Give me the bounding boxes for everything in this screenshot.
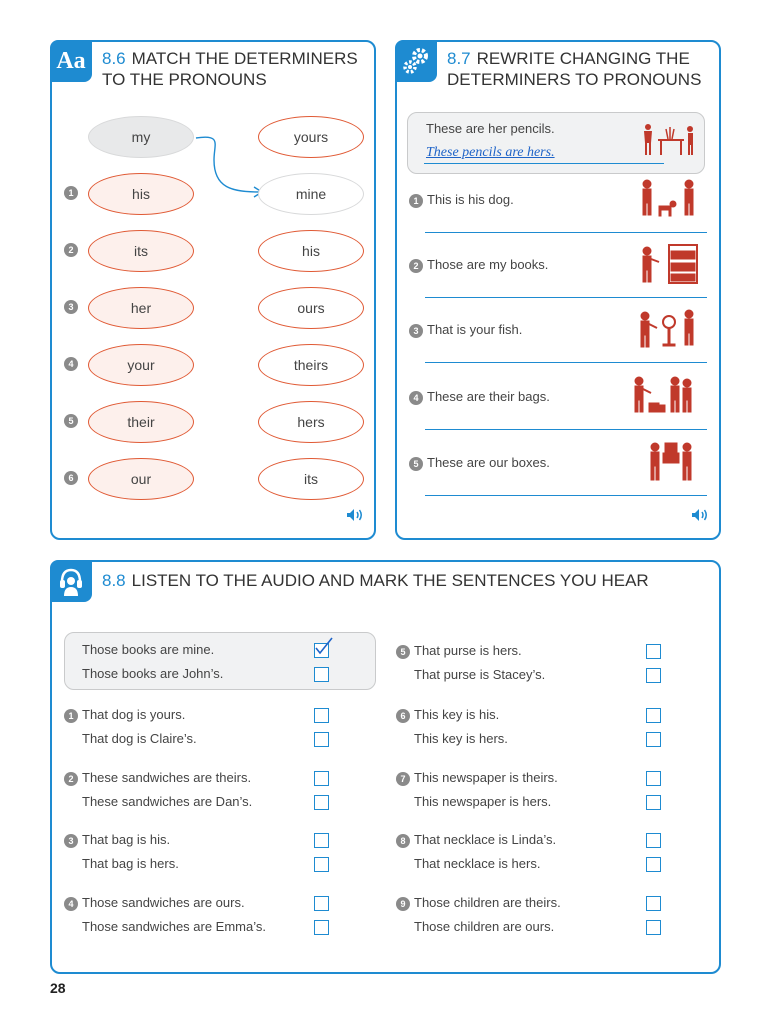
sentence: That is your fish. — [427, 322, 523, 337]
checkbox[interactable] — [314, 833, 329, 848]
sentence-b: This newspaper is hers. — [414, 794, 552, 809]
sentence-b: That necklace is hers. — [414, 856, 541, 871]
item-number-badge: 1 — [64, 186, 78, 200]
example-checkbox-checked[interactable] — [314, 643, 329, 658]
checkbox[interactable] — [646, 896, 661, 911]
illustration-icon — [637, 308, 701, 350]
item-number-badge: 2 — [64, 772, 78, 786]
sentence-b: This key is hers. — [414, 731, 508, 746]
item-number-badge: 4 — [64, 357, 78, 371]
checkbox[interactable] — [314, 896, 329, 911]
sentence-b: These sandwiches are Dan’s. — [82, 794, 253, 809]
headphones-icon — [50, 560, 92, 602]
sentence-b: That purse is Stacey’s. — [414, 667, 546, 682]
determiner-oval[interactable]: her — [88, 287, 194, 329]
sentence-a: Those children are theirs. — [414, 895, 561, 910]
determiner-oval[interactable]: our — [88, 458, 194, 500]
item-number-badge: 3 — [64, 300, 78, 314]
item-number-badge: 7 — [396, 772, 410, 786]
item-number-badge: 4 — [409, 391, 423, 405]
answer-line[interactable] — [425, 429, 707, 430]
exercise-8-6-title: 8.6 MATCH THE DETERMINERS TO THE PRONOUNS — [102, 49, 358, 89]
sentence: Those are my books. — [427, 257, 549, 272]
checkbox[interactable] — [646, 644, 661, 659]
sentence: These are their bags. — [427, 389, 550, 404]
item-number-badge: 1 — [409, 194, 423, 208]
pronoun-oval[interactable]: his — [258, 230, 364, 272]
exercise-8-6-panel — [50, 40, 376, 540]
audio-speaker-icon[interactable] — [691, 508, 709, 522]
example-box — [407, 112, 705, 174]
answer-line[interactable] — [425, 362, 707, 363]
illustration-icon — [633, 375, 697, 417]
illustration-icon — [647, 441, 711, 483]
gears-icon — [395, 40, 437, 82]
item-number-badge: 5 — [409, 457, 423, 471]
answer-line[interactable] — [425, 495, 707, 496]
sentence-b: That bag is hers. — [82, 856, 179, 871]
example-sentence-b: Those books are John’s. — [82, 666, 224, 681]
example-sentence-a: Those books are mine. — [82, 642, 215, 657]
determiner-oval[interactable]: your — [88, 344, 194, 386]
determiner-oval[interactable]: my — [88, 116, 194, 158]
example-checkbox[interactable] — [314, 667, 329, 682]
exercise-8-7-panel — [395, 40, 721, 540]
sentence-a: That necklace is Linda’s. — [414, 832, 557, 847]
item-number-badge: 6 — [64, 471, 78, 485]
item-number-badge: 3 — [409, 324, 423, 338]
illustration-icon — [637, 178, 701, 220]
checkbox[interactable] — [314, 857, 329, 872]
item-number-badge: 8 — [396, 834, 410, 848]
sentence-a: This newspaper is theirs. — [414, 770, 558, 785]
determiner-oval[interactable]: its — [88, 230, 194, 272]
exercise-8-7-title: 8.7 REWRITE CHANGING THE DETERMINERS TO PRONOUNS — [447, 49, 702, 89]
illustration-icon — [637, 243, 701, 285]
checkbox[interactable] — [646, 708, 661, 723]
exercise-number: 8.8 — [102, 571, 126, 590]
exercise-number: 8.6 — [102, 49, 126, 68]
answer-line[interactable] — [425, 232, 707, 233]
exercise-8-8-panel — [50, 560, 721, 974]
item-number-badge: 9 — [396, 897, 410, 911]
aa-icon: Aa — [50, 40, 92, 82]
sentence-a: That purse is hers. — [414, 643, 522, 658]
checkbox[interactable] — [314, 732, 329, 747]
sentence-a: That bag is his. — [82, 832, 171, 847]
item-number-badge: 4 — [64, 897, 78, 911]
checkbox[interactable] — [646, 795, 661, 810]
example-sentence: These are her pencils. — [426, 121, 555, 136]
answer-line[interactable] — [425, 297, 707, 298]
pencils-illustration-icon — [640, 119, 696, 159]
pronoun-oval[interactable]: mine — [258, 173, 364, 215]
sentence-a: This key is his. — [414, 707, 500, 722]
checkbox[interactable] — [646, 732, 661, 747]
item-number-badge: 5 — [64, 414, 78, 428]
pronoun-oval[interactable]: hers — [258, 401, 364, 443]
sentence-a: Those sandwiches are ours. — [82, 895, 245, 910]
checkbox[interactable] — [646, 857, 661, 872]
checkbox[interactable] — [314, 795, 329, 810]
page-number: 28 — [50, 980, 66, 996]
checkbox[interactable] — [646, 668, 661, 683]
pronoun-oval[interactable]: its — [258, 458, 364, 500]
sentence-b: Those children are ours. — [414, 919, 555, 934]
determiner-oval[interactable]: his — [88, 173, 194, 215]
item-number-badge: 1 — [64, 709, 78, 723]
checkbox[interactable] — [646, 920, 661, 935]
answer-line — [424, 163, 664, 164]
determiner-oval[interactable]: their — [88, 401, 194, 443]
sentence: These are our boxes. — [427, 455, 550, 470]
checkbox[interactable] — [646, 771, 661, 786]
pronoun-oval[interactable]: theirs — [258, 344, 364, 386]
pronoun-oval[interactable]: yours — [258, 116, 364, 158]
checkbox[interactable] — [646, 833, 661, 848]
sentence-b: That dog is Claire’s. — [82, 731, 197, 746]
item-number-badge: 2 — [409, 259, 423, 273]
checkbox[interactable] — [314, 920, 329, 935]
checkbox[interactable] — [314, 708, 329, 723]
item-number-badge: 2 — [64, 243, 78, 257]
audio-speaker-icon[interactable] — [346, 508, 364, 522]
sentence-b: Those sandwiches are Emma’s. — [82, 919, 267, 934]
sentence-a: These sandwiches are theirs. — [82, 770, 252, 785]
sentence: This is his dog. — [427, 192, 514, 207]
item-number-badge: 3 — [64, 834, 78, 848]
example-answer: These pencils are hers. — [426, 145, 555, 160]
checkbox[interactable] — [314, 771, 329, 786]
item-number-badge: 6 — [396, 709, 410, 723]
exercise-8-8-title: 8.8 LISTEN TO THE AUDIO AND MARK THE SENTENCES YOU HEAR — [102, 571, 649, 590]
pronoun-oval[interactable]: ours — [258, 287, 364, 329]
item-number-badge: 5 — [396, 645, 410, 659]
exercise-number: 8.7 — [447, 49, 471, 68]
sentence-a: That dog is yours. — [82, 707, 186, 722]
